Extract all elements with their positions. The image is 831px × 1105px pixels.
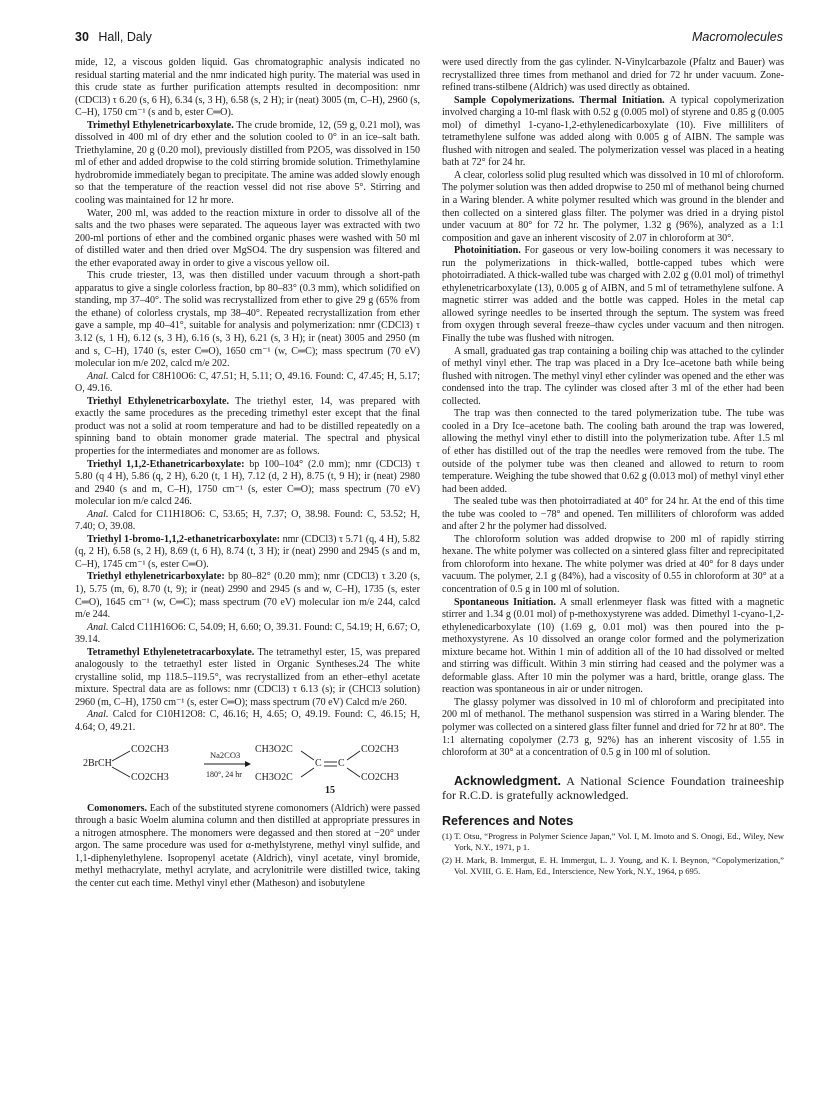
scheme-compound-label: 15 [325, 784, 335, 796]
references-heading: References and Notes [442, 813, 574, 828]
paragraph-text: nmr (CDCl3) τ 5.71 (q, 4 H), 5.82 (q, 2 H), 6.58 (s, 2 H), 8.69 (t, 6 H), 8.74 (t, 3 H); ir (neat) 2990 and 2945 (s and m, C–H), 1745 cm⁻¹ (s, ester C═O). [75, 533, 420, 570]
paragraph-text: Each of the substituted styrene comonomers (Aldrich) were passed through a basic Woelm alumina column and then distilled at appropriate pressures in a nitrogen atmosphere. The monomers were degassed and then stored at −20° under argon. The same procedure was used for α-methylstyrene, methyl vinyl sulfide, and 1,1-diphenylethylene. Isopropenyl acetate (Aldrich), vinyl acetate, vinyl bromide, methyl methacrylate, methyl acrylate, and acrylonitrile were distilled twice, taking the center cut each time. Methyl vinyl ether (Matheson) and isobutylene [75, 802, 420, 889]
scheme-product-bottom-left: CH3O2C [255, 771, 293, 783]
paragraph: This crude triester, 13, was then distilled under vacuum through a short-path apparatus to give a single colorless fraction, bp 80–83° (0.3 mm), which solidified on standing, mp 37–40°. The solid was recrystallized from ether to give 29 g (65% from the ethane) of colorless crystals, mp 38–40°. Repeated recrystallization from ether gave a sample, mp 40–41°, suitable for analysis and polymerization: nmr (CDCl3) τ 3.12 (s, 1 H), 6.12 (s, 3 H), 6.16 (s, 3 H), 6.21 (s, 3 H); ir (neat) 3005 and 2950 (m and s, C–H), 1740 (s, ester C═O), 1650 cm⁻¹ (w, C═C); mass spectrum (70 eV) molecular ion m/e 202, calcd m/e 202. [75, 270, 420, 370]
scheme-product-top-left: CH3O2C [255, 743, 293, 755]
paragraph [75, 371, 420, 396]
paragraph [442, 245, 784, 345]
paragraph-text: Calcd for C10H12O8: C, 46.16; H, 4.65; O, 49.19. Found: C, 46.15; H, 4.64; O, 49.21. [75, 709, 420, 733]
left-column [75, 57, 420, 890]
right-column [442, 57, 784, 878]
paragraph: The chloroform solution was added dropwise to 200 ml of rapidly stirring hexane. The white polymer was collected on a sintered glass filter and reprecipitated from chloroform into hexane. The white polymer was dried at 40° for 8 days under vacuum. The polymer, 2.1 g (84%), had a viscosity of 0.55 in chloroform at 30° at a concentration of 0.5 g in 100 ml of solution. [442, 533, 784, 595]
paragraph-text: bp 80–82° (0.20 mm); nmr (CDCl3) τ 3.20 (s, 1), 5.75 (m, 6), 8.70 (t, 9); ir (neat) 2990 and 2945 (s and w, C–H), 1735 (s, ester C═O), 1645 cm⁻¹ (w, C═C); mass spectrum (70 eV) molecular ion m/e 244, calcd m/e 244. [75, 571, 420, 621]
paragraph-text: bp 100–104° (2.0 mm); nmr (CDCl3) τ 5.80 (q 4 H), 5.86 (q, 2 H), 6.20 (t, 1 H), 7.12 (d, 2 H), 8.75 (t, 9 H); ir (neat) 2980 and 2940 (s and m, C–H), 1750 cm⁻¹ (s, ester C═O); mass spectrum (70 eV) molecular ion m/e calcd 246. [75, 458, 420, 508]
paragraph: The glassy polymer was dissolved in 10 ml of chloroform and precipitated into 200 ml of methanol. The methanol suspension was stirred in a Waring blender. The polymer was collected on a sintered glass filter funnel and dried for 72 hr at 80°. The 1:1 alternating copolymer (2.73 g, 92%) has an inherent viscosity of 1.55 in chloroform at 30° at a concentration of 0.5 g in 100 ml of solution. [442, 696, 784, 759]
paragraph-text: The triethyl ester, 14, was prepared with exactly the same procedures as the preceding trimethyl ester except that the final product was not a solid at room temperature and had to be distilled repeatedly on a spinning band to obtain monomer grade material. The spectral and physical properties for the intermediates and monomer are as follows. [75, 395, 420, 457]
paragraph [75, 509, 420, 534]
paragraph-text: The crude bromide, 12, (59 g, 0.21 mol), was dissolved in 400 ml of dry ether and the solution cooled to 0° in an ice–salt bath. Triethylamine, 20 g (0.20 mol), previously distilled from P2O5, was dissolved in 150 ml of ether and added dropwise to the cold stirring bromide solution. Trimethylamine hydrobromide immediately began to precipitate. The amine was added slowly enough so that the temperature of the reaction vessel did not rise above 5°. Stirring and cooling was maintained for 12 hr more. [75, 119, 420, 207]
section-run-in-heading: Triethyl 1,1,2-Ethanetricarboxylate: [87, 458, 245, 470]
paragraph-text: A typical copolymerization involved charging a 10-ml flask with 0.52 g (0.005 mol) of styrene and 0.85 g (0.005 mol) of dimethyl 1-cyano-1,2-ethylenedicarboxylate (10). Five milliliters of tetramethylene sulfone was added along with 0.005 g of AIBN. The sample was flushed with nitrogen and sealed. The polymerization vessel was placed in a heating bath at 72° for 24 hr. [442, 94, 784, 169]
paragraph-text: Calcd for C11H18O6: C, 53.65; H, 7.37; O, 38.98. Found: C, 53.52; H, 7.40; O, 39.08. [75, 508, 420, 533]
running-authors: Hall, Daly [98, 30, 152, 44]
section-run-in-heading: Trimethyl Ethylenetricarboxylate. [87, 119, 234, 131]
reference-item: (2) H. Mark, B. Immergut, E. H. Immergut, L. J. Young, and K. I. Beynon, “Copolymerization,” Vol. XVIII, G. E. Ham, Ed., Interscience, New York, N.Y., 1964, p 695. [442, 854, 784, 876]
scheme-reactant: 2BrCH [83, 757, 112, 769]
anal-label: Anal. [87, 621, 109, 633]
paragraph [75, 534, 420, 572]
journal-title: Macromolecules [691, 30, 783, 44]
section-run-in-heading: Spontaneous Initiation. [454, 596, 556, 608]
paragraph: Water, 200 ml, was added to the reaction mixture in order to dissolve all of the salts and the two phases were separated. The aqueous layer was extracted with two 200-ml portions of ether and the combined organic phases were washed with 50 ml of distilled water and then dried over MgSO4. The dry suspension was filtered and the ether evaporated away in order to give a viscous yellow oil. [75, 207, 420, 269]
paragraph [442, 95, 784, 170]
paragraph-text: For gaseous or very low-boiling conomers it was necessary to run the polymerizations in thick-walled, bottle-capped tubes which were photoirradiated. A thick-walled tube was charged with 2.02 g (0.01 mol) of trimethyl ethylenetricarboxylate (13), 0.005 g of AIBN, and 5 ml of tetramethylene sulfone. A magnetic stirrer was added and the bottle was capped. Holes in the metal cap allowed syringe needles to be inserted through the septum. The system was freed from oxygen through several freeze–thaw cycles under vacuum and then nitrogen. Finally the tube was flushed with nitrogen. [442, 245, 785, 345]
paragraph-text: A small erlenmeyer flask was fitted with a magnetic stirrer and 1.34 g (0.01 mol) of p-methoxystyrene was added. Dimethyl 1-cyano-1,2-ethylenedicarboxylate (10) (1.69 g, 0.01 mol) was then poured into the p-methoxystyrene. As 10 dissolved an orange color formed and the polymerization mixture became hot. Within 1 min of addition all of the 10 had dissolved or melted and stirring was difficult. Within 3 min stirring had ceased and the polymer was a deformable glass. After 10 min the polymer was a hard, brittle, orange glass. The reaction was spontaneous in air or under nitrogen. [442, 596, 784, 696]
paragraph [75, 709, 420, 734]
acknowledgment-text: A National Science Foundation traineeship for R.C.D. is gratefully acknowledged. [442, 773, 785, 803]
scheme-conditions: 180°, 24 hr [206, 769, 242, 779]
scheme-alkene-carbon-right: C [338, 757, 345, 769]
page-number: 30 [75, 30, 89, 44]
scheme-reactant-bottom-ester: CO2CH3 [131, 771, 169, 783]
paragraph [75, 571, 420, 621]
paragraph: The sealed tube was then photoirradiated at 40° for 24 hr. At the end of this time the tube was cooled to −78° and opened. Ten milliliters of chloroform was added and after 2 hr the polymer had dissolved. [442, 496, 784, 533]
paragraph: were used directly from the gas cylinder. N-Vinylcarbazole (Pfaltz and Bauer) was recrystallized three times from methanol and dried for 72 hr under vacuum. Zone-refined trans-stilbene (Aldrich) was used directly as obtained. [442, 57, 784, 94]
paragraph-text: Calcd for C8H10O6: C, 47.51; H, 5.11; O, 49.16. Found: C, 47.45; H, 5.17; O, 49.16. [75, 370, 420, 395]
paragraph: The trap was then connected to the tared polymerization tube. The tube was cooled in a Dry Ice–acetone bath. The cooling bath around the trap was lowered, allowing the methyl vinyl ether to distill into the polymerization tube. After 1.5 ml of ether has distilled out of the trap the needles were removed from the tube. The outside of the polymer tube was then cleaned and allowed to return to room temperature. Weighing the tube showed that 0.62 g (0.013 mol) of methyl vinyl ether had been added. [442, 408, 784, 495]
reaction-scheme [75, 739, 420, 797]
anal-label: Anal. [87, 370, 109, 382]
paragraph [75, 622, 420, 647]
running-header [75, 30, 783, 46]
section-run-in-heading: Comonomers. [87, 802, 147, 814]
acknowledgment-heading: Acknowledgment. [454, 773, 561, 788]
paragraph [75, 396, 420, 459]
paragraph [442, 597, 784, 697]
anal-label: Anal. [87, 508, 109, 520]
paragraph [75, 647, 420, 710]
scheme-product-top-right: CO2CH3 [361, 743, 399, 755]
section-run-in-heading: Triethyl ethylenetricarboxylate: [87, 571, 225, 583]
section-run-in-heading: Tetramethyl Ethylenetetracarboxylate. [87, 646, 255, 658]
scheme-reagent: Na2CO3 [210, 749, 241, 760]
section-run-in-heading: Sample Copolymerizations. Thermal Initiation. [454, 94, 665, 106]
acknowledgment [442, 774, 784, 803]
paragraph [75, 459, 420, 509]
anal-label: Anal. [87, 709, 109, 721]
section-run-in-heading: Triethyl Ethylenetricarboxylate. [87, 395, 230, 407]
reference-item: (1) T. Otsu, “Progress in Polymer Science Japan,” Vol. I, M. Imoto and S. Onogi, Ed., Wiley, New York, N.Y., 1971, p 1. [442, 831, 784, 852]
paragraph [75, 803, 420, 891]
paragraph: mide, 12, a viscous golden liquid. Gas chromatographic analysis indicated no residual starting material and the nmr indicated high purity. The material was used in this crude state as further purification attempts resulted in decomposition: nmr (CDCl3) τ 6.20 (s, 6 H), 6.34 (s, 3 H), 6.58 (s, 2 H); ir (neat) 3005 (m, C–H), 2960 (s, C–H), 1750 cm⁻¹ (s and b, ester C═O). [75, 57, 420, 119]
paragraph [75, 120, 420, 208]
section-run-in-heading: Triethyl 1-bromo-1,1,2-ethanetricarboxylate: [87, 533, 281, 545]
section-run-in-heading: Photoinitiation. [454, 245, 521, 257]
scheme-alkene-carbon-left: C [315, 757, 322, 769]
reference-list [442, 831, 784, 876]
paragraph: A clear, colorless solid plug resulted which was dissolved in 10 ml of chloroform. The polymer solution was then added dropwise to 250 ml of methanol being churned in a Waring blender. A white polymer resulted which was ground in the blender and then collected on a sintered glass filter. The polymer was dried in a drying pistol under vacuum at 80° for 72 hr. The polymer, 1.32 g (96%), analyzed as a 1:1 composition and gave an inherent viscosity of 2.07 in chloroform at 30°. [442, 169, 784, 244]
scheme-product-bottom-right: CO2CH3 [361, 771, 399, 783]
scheme-reactant-top-ester: CO2CH3 [131, 743, 169, 755]
paragraph-text: The tetramethyl ester, 15, was prepared analogously to the tetraethyl ester listed in Organic Syntheses.24 The white crystalline solid, mp 118.5–119.5°, was recrystallized from an ether–ethyl acetate mixture. Spectral data are as follows: nmr (CDCl3) τ 6.13 (s); ir (CHCl3 solution) 2960 (m, C–H), 1750 cm⁻¹ (s, ester C═O); mass spectrum (70 eV) Calcd m/e 260. [75, 646, 420, 708]
paragraph: A small, graduated gas trap containing a boiling chip was attached to the cylinder of methyl vinyl ether. The trap was placed in a Dry Ice–acetone bath while being flushed with nitrogen. The methyl vinyl ether cylinder was opened and the ether was condensed into the trap. The cylinder was closed after 3 ml of the ether had been collected. [442, 345, 784, 407]
paragraph-text: Calcd C11H16O6: C, 54.09; H, 6.60; O, 39.31. Found: C, 54.19; H, 6.67; O, 39.14. [75, 621, 420, 646]
